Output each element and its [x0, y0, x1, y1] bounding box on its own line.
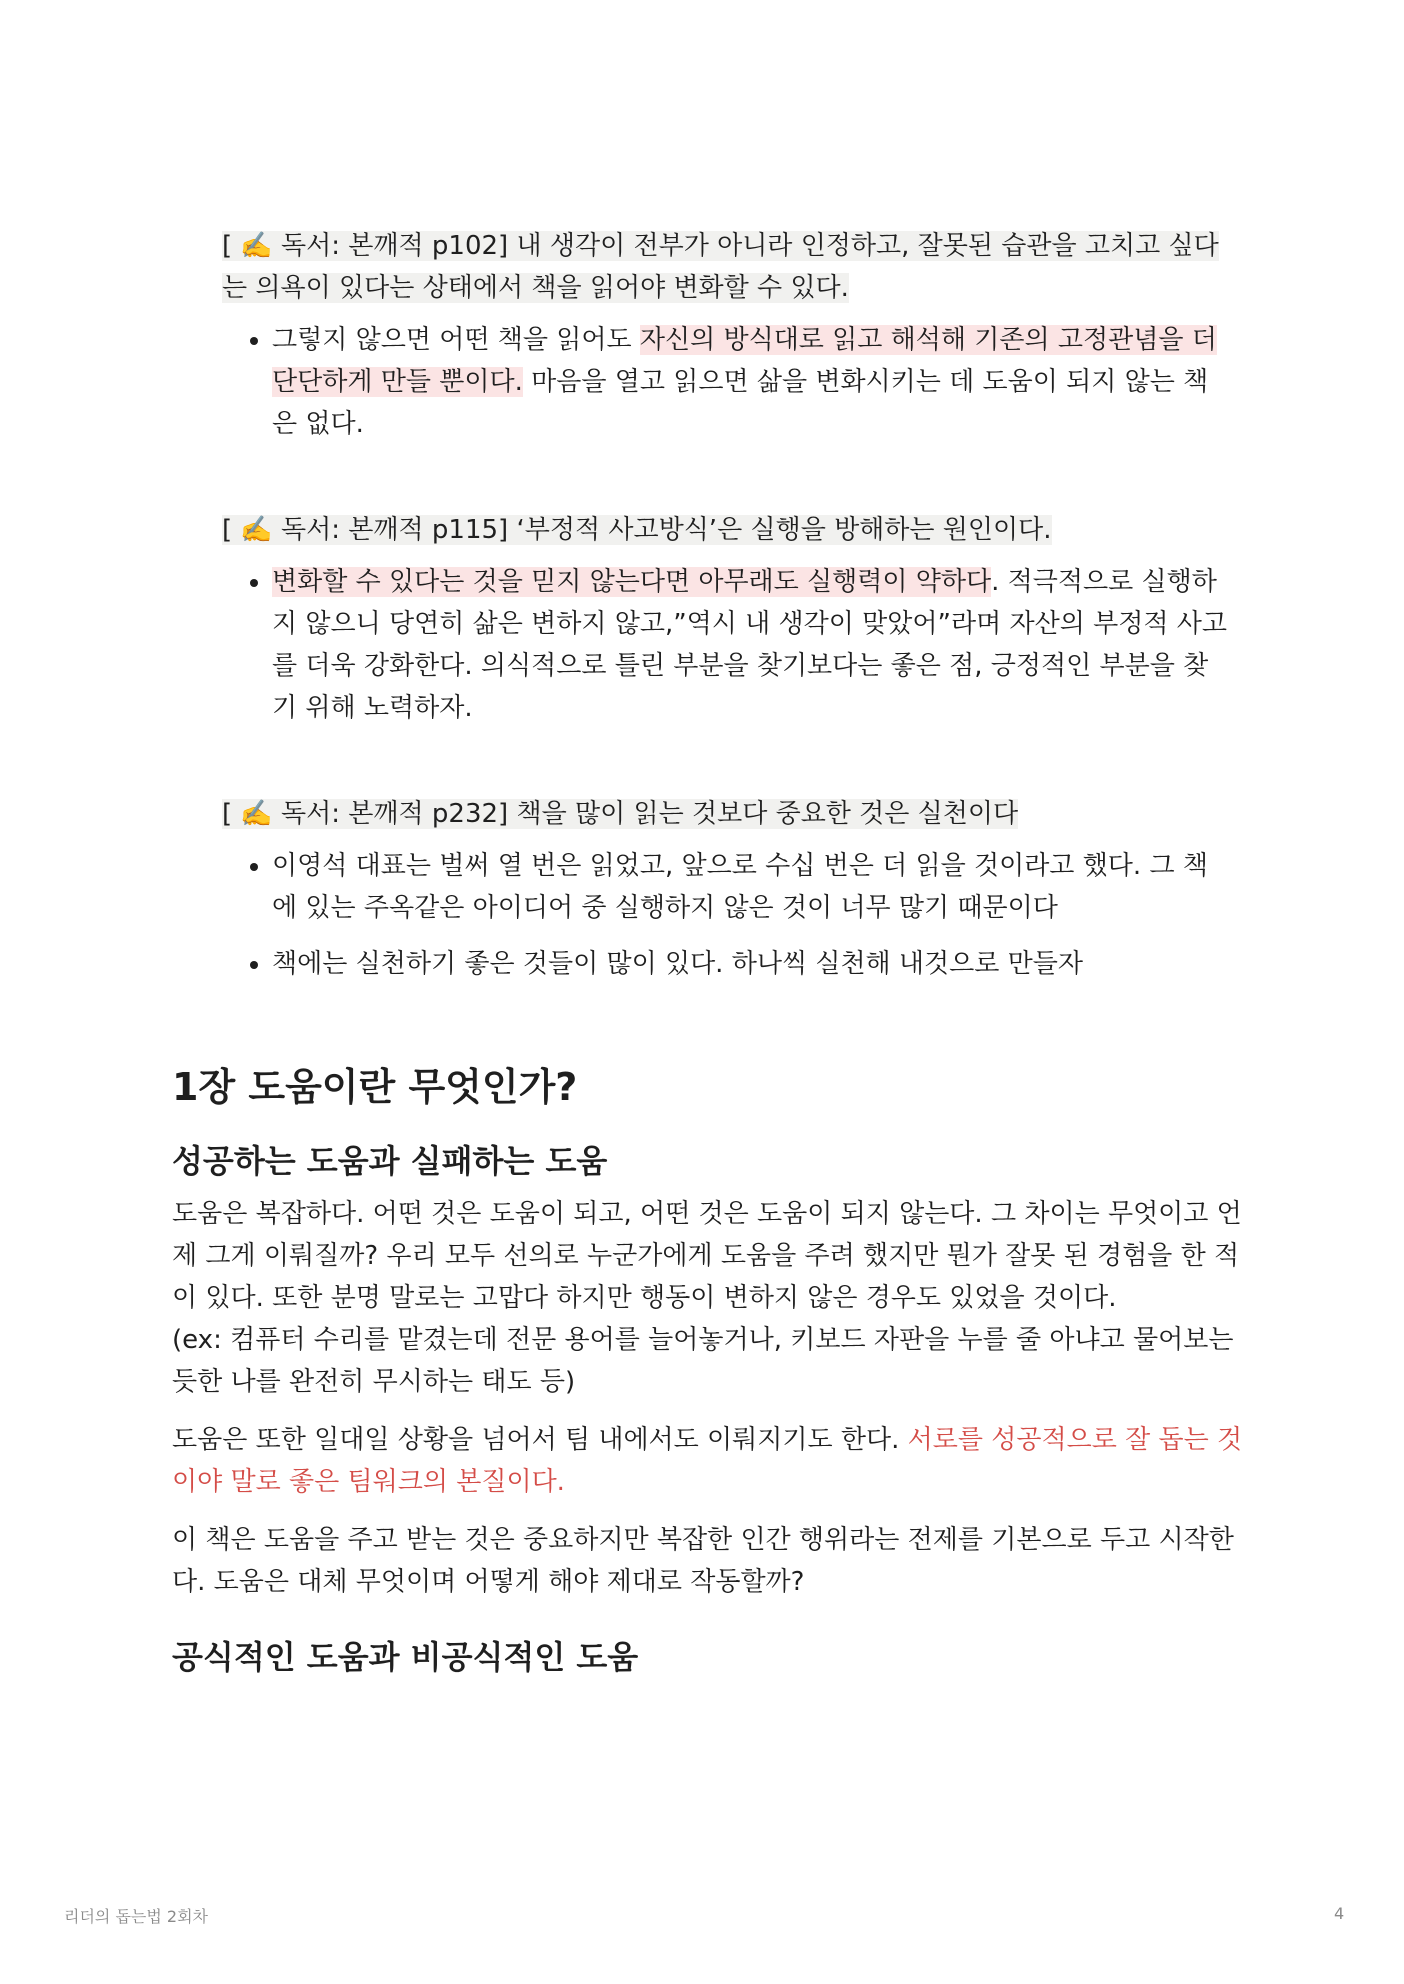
section-title: 공식적인 도움과 비공식적인 도움 [172, 1638, 639, 1676]
paragraph-text: (ex: 컴퓨터 수리를 맡겼는데 전문 용어를 늘어놓거나, 키보드 자판을 누를 줄 아냐고 물어보는 듯한 나를 완전히 무시하는 태도 등) [172, 1325, 1234, 1397]
callout-highlight [222, 231, 1219, 303]
bullet-text: 이영석 대표는 벌써 열 번은 읽었고, 앞으로 수십 번은 더 읽을 것이라고 했다. 그 책에 있는 주옥같은 아이디어 중 실행하지 않은 것이 너무 많기 때문이다 [272, 851, 1208, 923]
callout-text: 내 생각이 전부가 아니라 인정하고, 잘못된 습관을 고치고 싶다는 의욕이 있다는 상태에서 책을 읽어야 변화할 수 있다. [222, 231, 1219, 303]
spacer [172, 1619, 1252, 1633]
callout-prefix: [ ✍️ 독서: 본깨적 p232] [222, 799, 517, 829]
bullet-text: 책에는 실천하기 좋은 것들이 많이 있다. 하나씩 실천해 내것으로 만들자 [272, 949, 1084, 979]
callout-text: 책을 많이 읽는 것보다 중요한 것은 실천이다 [516, 799, 1019, 829]
bullet-text: 마음을 열고 읽으면 삶을 변화시키는 데 도움이 되지 않는 책은 없다. [272, 367, 1209, 439]
chapter-title: 1장 도움이란 무엇인가? [172, 1065, 578, 1109]
callout-prefix: [ ✍️ 독서: 본깨적 p115] [222, 515, 517, 545]
list-item [272, 943, 1232, 985]
footer-document-title: 리더의 돕는법 2회차 [64, 1907, 208, 1926]
callout-text: ‘부정적 사고방식’은 실행을 방해하는 원인이다. [516, 515, 1052, 545]
list-item [272, 561, 1232, 729]
bullet-text: 그렇지 않으면 어떤 책을 읽어도 [272, 325, 640, 355]
list-item [272, 845, 1232, 929]
red-emphasis-text: 서로를 성공적으로 잘 돕는 것이야 말로 좋은 팀워크의 본질이다. [172, 1425, 1243, 1497]
spacer [172, 459, 1252, 509]
bullet-list [222, 561, 1232, 729]
bullet-list [222, 319, 1232, 445]
footer-page-number: 4 [1334, 1904, 1345, 1923]
reading-note-callout [222, 509, 1232, 551]
body-paragraph [172, 1419, 1252, 1503]
spacer [172, 743, 1252, 793]
highlighted-text: 변화할 수 있다는 것을 믿지 않는다면 아무래도 실행력이 약하다 [272, 567, 992, 597]
reading-note-callout [222, 793, 1232, 835]
body-paragraph: 이 책은 도움을 주고 받는 것은 중요하지만 복잡한 인간 행위라는 전제를 기본으로 두고 시작한다. 도움은 대체 무엇이며 어떻게 해야 제대로 작동할까? [172, 1525, 1234, 1597]
list-item [272, 319, 1232, 445]
reading-note-callout [222, 225, 1232, 309]
bullet-list [222, 845, 1232, 985]
spacer [172, 999, 1252, 1059]
paragraph-text: 도움은 복잡하다. 어떤 것은 도움이 되고, 어떤 것은 도움이 되지 않는다. 그 차이는 무엇이고 언제 그게 이뤄질까? 우리 모두 선의로 누군가에게 도움을 주려 했지만 뭔가 잘못 된 경험을 한 적이 있다. 또한 분명 말로는 고맙다 하지만 행동이 변하지 않은 경우도 있었을 것이다. [172, 1199, 1242, 1313]
body-paragraph [172, 1193, 1252, 1403]
bullet-text: . 적극적으로 실행하지 않으니 당연히 삶은 변하지 않고,”역시 내 생각이 맞았어”라며 자산의 부정적 사고를 더욱 강화한다. 의식적으로 틀린 부분을 찾기보다는 좋은 점, 긍정적인 부분을 찾기 위해 노력하자. [272, 567, 1227, 723]
callout-highlight [222, 515, 1052, 545]
section-title: 성공하는 도움과 실패하는 도움 [172, 1142, 608, 1180]
highlighted-text: 자신의 방식대로 읽고 해석해 기존의 고정관념을 더 단단하게 만들 뿐이다. [272, 325, 1217, 397]
paragraph-text: 도움은 또한 일대일 상황을 넘어서 팀 내에서도 이뤄지기도 한다. [172, 1425, 908, 1455]
page-content [172, 225, 1252, 1689]
callout-highlight [222, 799, 1018, 829]
callout-prefix: [ ✍️ 독서: 본깨적 p102] [222, 231, 517, 261]
